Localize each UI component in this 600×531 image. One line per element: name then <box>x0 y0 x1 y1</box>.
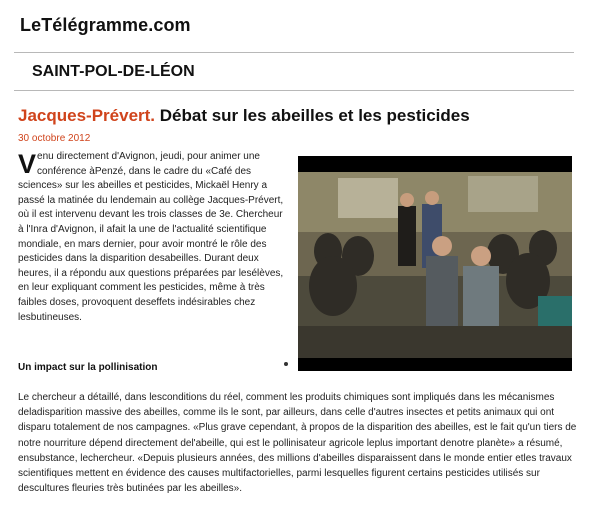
drop-cap: V <box>18 149 37 179</box>
article-subhead: Un impact sur la pollinisation <box>18 362 158 373</box>
divider <box>14 90 574 91</box>
lead-text: enu directement d'Avignon, jeudi, pour animer une conférence àPenzé, dans le cadre du «Café des sciences» sur les abeilles et pesticides, Mickaël Henry a passé la matinée du lendemain au collège Jacques-Prévert, où il est intervenu devant les trois classes de 3e. Chercheur à l'Inra d'Avignon, il afait la une de l'actualité scientifique mondiale, en mars dernier, pour avoir montré le rôle des pesticides dans la disparition desabeilles. Durant deux heures, il a répondu aux questions préparées par lesélèves, en leur expliquant comment les pesticides, même à très faibles doses, provoquent deseffets indésirables chez lesbutineuses. <box>18 151 284 323</box>
divider <box>14 52 574 53</box>
article-body: Le chercheur a détaillé, dans lesconditions du réel, comment les produits chimiques sont impliqués dans les mécanismes deladisparition massive des abeilles, comme ils le sont, par ailleurs, dans celle d'autres insectes et petits animaux qui ont disparu totalement de nos campagnes. «Plus grave cependant, à propos de la disparition des abeilles, est le fait qu'un tiers de notre nourriture dépend directement del'abeille, qui est le pollinisateur agricole leplus important denotre planète» a résumé, ensubstance, lechercheur. «Depuis plusieurs années, des millions d'abeilles disparaissent dans le monde entier etles travaux scientifiques mettent en évidence des causes multifactorielles, parmi lesquelles figurent certains pesticides utilisés sur descultures fleuries très butinées par les abeilles». <box>18 392 577 495</box>
headline-kicker: Jacques-Prévert. <box>18 106 156 125</box>
article-headline <box>18 106 470 126</box>
headline-title: Débat sur les abeilles et les pesticides <box>159 106 470 125</box>
site-logo[interactable]: LeTélégramme.com <box>20 15 191 35</box>
article-photo <box>298 156 572 371</box>
classroom-photo <box>298 156 572 371</box>
article-lead <box>18 150 290 325</box>
section-title: SAINT-POL-DE-LÉON <box>32 63 195 80</box>
photo-nav-dot[interactable] <box>284 362 288 366</box>
article-date: 30 octobre 2012 <box>18 133 91 144</box>
